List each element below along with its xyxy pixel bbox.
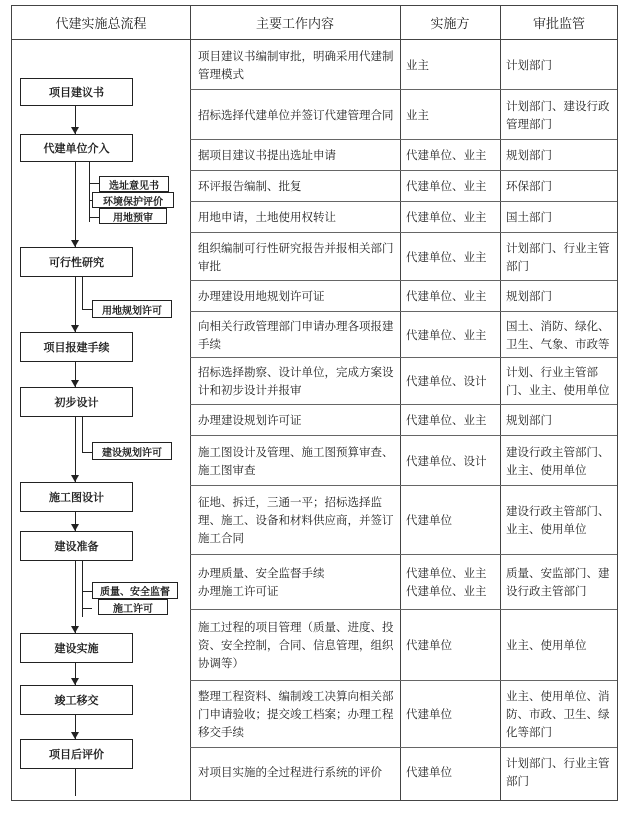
work-cell: 施工过程的项目管理（质量、进度、投资、安全控制，合同、信息管理，组织协调等）: [198, 620, 394, 670]
flow-step-feasibility: 可行性研究: [20, 247, 133, 277]
header-implementer: 实施方: [400, 6, 500, 40]
header-supervision: 审批监管: [500, 6, 618, 40]
arrow-down-icon: [71, 626, 79, 633]
side-quality-safety: 质量、安全监督: [92, 582, 178, 599]
implementer-cell: 代建单位、业主: [406, 413, 487, 427]
supervision-cell: 规划部门: [506, 148, 552, 162]
supervision-cell: 规划部门: [506, 413, 552, 427]
table-row: [190, 171, 617, 202]
implementer-cell: 代建单位、业主: [406, 327, 487, 342]
branch-line: [89, 183, 99, 184]
flow-step-filing: 项目报建手续: [20, 332, 133, 362]
table-row: [190, 140, 617, 171]
supervision-cell: 建设行政主管部门、业主、使用单位: [506, 504, 610, 536]
supervision-cell: 计划、行业主管部门、业主、使用单位: [506, 365, 610, 397]
implementer-cell: 代建单位: [406, 638, 452, 652]
table-row: [190, 90, 617, 140]
side-site-opinion: 选址意见书: [99, 176, 169, 192]
work-cell: 项目建议书编制审批，明确采用代建制管理模式: [198, 48, 394, 81]
table-row: [190, 555, 617, 610]
supervision-cell: 业主、使用单位: [506, 638, 587, 652]
branch-line: [89, 217, 99, 218]
arrow-down-icon: [71, 380, 79, 387]
work-cell: 对项目实施的全过程进行系统的评价: [198, 765, 382, 779]
work-cell: 招标选择代建单位并签订代建管理合同: [198, 107, 394, 122]
flow-step-post-evaluation: 项目后评价: [20, 739, 133, 769]
arrow-down-icon: [71, 732, 79, 739]
work-cell: 据项目建议书提出选址申请: [198, 148, 336, 162]
branch-line: [89, 162, 90, 222]
process-table: [11, 5, 618, 801]
implementer-cell: 代建单位、业主: [406, 179, 487, 193]
table-row: [190, 748, 617, 796]
branch-line: [82, 591, 92, 592]
supervision-cell: 建设行政主管部门、业主、使用单位: [506, 444, 610, 477]
arrow-down-icon: [71, 127, 79, 134]
flow-chart: [12, 40, 190, 800]
branch-line: [82, 417, 83, 452]
arrow-down-icon: [71, 678, 79, 685]
flow-step-construction-drawing: 施工图设计: [20, 482, 133, 512]
flow-step-agent-intervene: 代建单位介入: [20, 134, 133, 162]
arrow-down-icon: [71, 475, 79, 482]
implementer-cell: 代建单位、业主 代建单位、业主: [406, 566, 487, 598]
flow-step-implementation: 建设实施: [20, 633, 133, 663]
flow-step-preliminary: 初步设计: [20, 387, 133, 417]
supervision-cell: 计划部门、行业主管部门: [506, 756, 610, 788]
work-cell: 组织编制可行性研究报告并报相关部门审批: [198, 240, 394, 273]
table-row: [190, 436, 617, 486]
supervision-cell: 业主、使用单位、消防、市政、卫生、绿化等部门: [506, 689, 610, 739]
supervision-cell: 规划部门: [506, 289, 552, 303]
table-row: [190, 358, 617, 405]
implementer-cell: 代建单位、设计: [406, 453, 487, 468]
table-row: [190, 681, 617, 748]
implementer-cell: 业主: [406, 57, 429, 72]
work-cell: 招标选择勘察、设计单位，完成方案设计和初步设计并报审: [198, 365, 394, 397]
implementer-cell: 代建单位: [406, 707, 452, 721]
branch-line: [82, 277, 83, 309]
implementer-cell: 代建单位、业主: [406, 210, 487, 224]
flow-step-handover: 竣工移交: [20, 685, 133, 715]
work-cell: 办理建设用地规划许可证: [198, 289, 325, 303]
flow-step-preparation: 建设准备: [20, 531, 133, 561]
flow-step-proposal: 项目建议书: [20, 78, 133, 106]
table-row: [190, 281, 617, 312]
work-cell: 环评报告编制、批复: [198, 179, 302, 193]
implementer-cell: 业主: [406, 107, 429, 122]
supervision-cell: 计划部门、行业主管部门: [506, 240, 610, 273]
implementer-cell: 代建单位: [406, 765, 452, 779]
supervision-cell: 计划部门: [506, 57, 552, 72]
arrow-down-icon: [71, 325, 79, 332]
arrow-down-icon: [71, 240, 79, 247]
supervision-cell: 环保部门: [506, 179, 552, 193]
branch-line: [82, 608, 92, 609]
implementer-cell: 代建单位、业主: [406, 148, 487, 162]
arrow-down-icon: [71, 524, 79, 531]
side-land-pre: 用地预审: [99, 208, 167, 224]
table-row: [190, 233, 617, 281]
header-flow: 代建实施总流程: [12, 6, 190, 40]
table-row: [190, 202, 617, 233]
supervision-cell: 国土、消防、绿化、卫生、气象、市政等: [506, 318, 610, 351]
branch-line: [82, 452, 92, 453]
implementer-cell: 代建单位、设计: [406, 374, 487, 388]
header-work: 主要工作内容: [190, 6, 400, 40]
work-cell: 征地、拆迁，三通一平；招标选择监理、施工、设备和材料供应商，并签订施工合同: [198, 495, 394, 545]
side-land-planning: 用地规划许可: [92, 300, 172, 318]
work-cell: 办理建设规划许可证: [198, 413, 302, 427]
work-cell: 办理质量、安全监督手续 办理施工许可证: [198, 566, 325, 598]
supervision-cell: 国土部门: [506, 210, 552, 224]
supervision-cell: 质量、安监部门、建设行政主管部门: [506, 566, 610, 598]
work-cell: 向相关行政管理部门申请办理各项报建手续: [198, 318, 394, 351]
table-row: [190, 312, 617, 358]
side-construction-planning: 建设规划许可: [92, 442, 172, 460]
table-row: [190, 486, 617, 555]
table-row: [190, 610, 617, 681]
work-cell: 施工图设计及管理、施工图预算审查、施工图审查: [198, 444, 394, 477]
branch-line: [82, 309, 92, 310]
work-cell: 用地申请，土地使用权转让: [198, 210, 336, 224]
supervision-cell: 计划部门、建设行政管理部门: [506, 98, 610, 131]
side-construction-permit: 施工许可: [98, 599, 168, 615]
work-cell: 整理工程资料、编制竣工决算向相关部门申请验收；提交竣工档案；办理工程移交手续: [198, 689, 394, 739]
implementer-cell: 代建单位、业主: [406, 289, 487, 303]
table-row: [190, 405, 617, 436]
table-row: [190, 40, 617, 90]
implementer-cell: 代建单位: [406, 513, 452, 527]
implementer-cell: 代建单位、业主: [406, 249, 487, 264]
side-environment: 环境保护评价: [92, 192, 174, 208]
